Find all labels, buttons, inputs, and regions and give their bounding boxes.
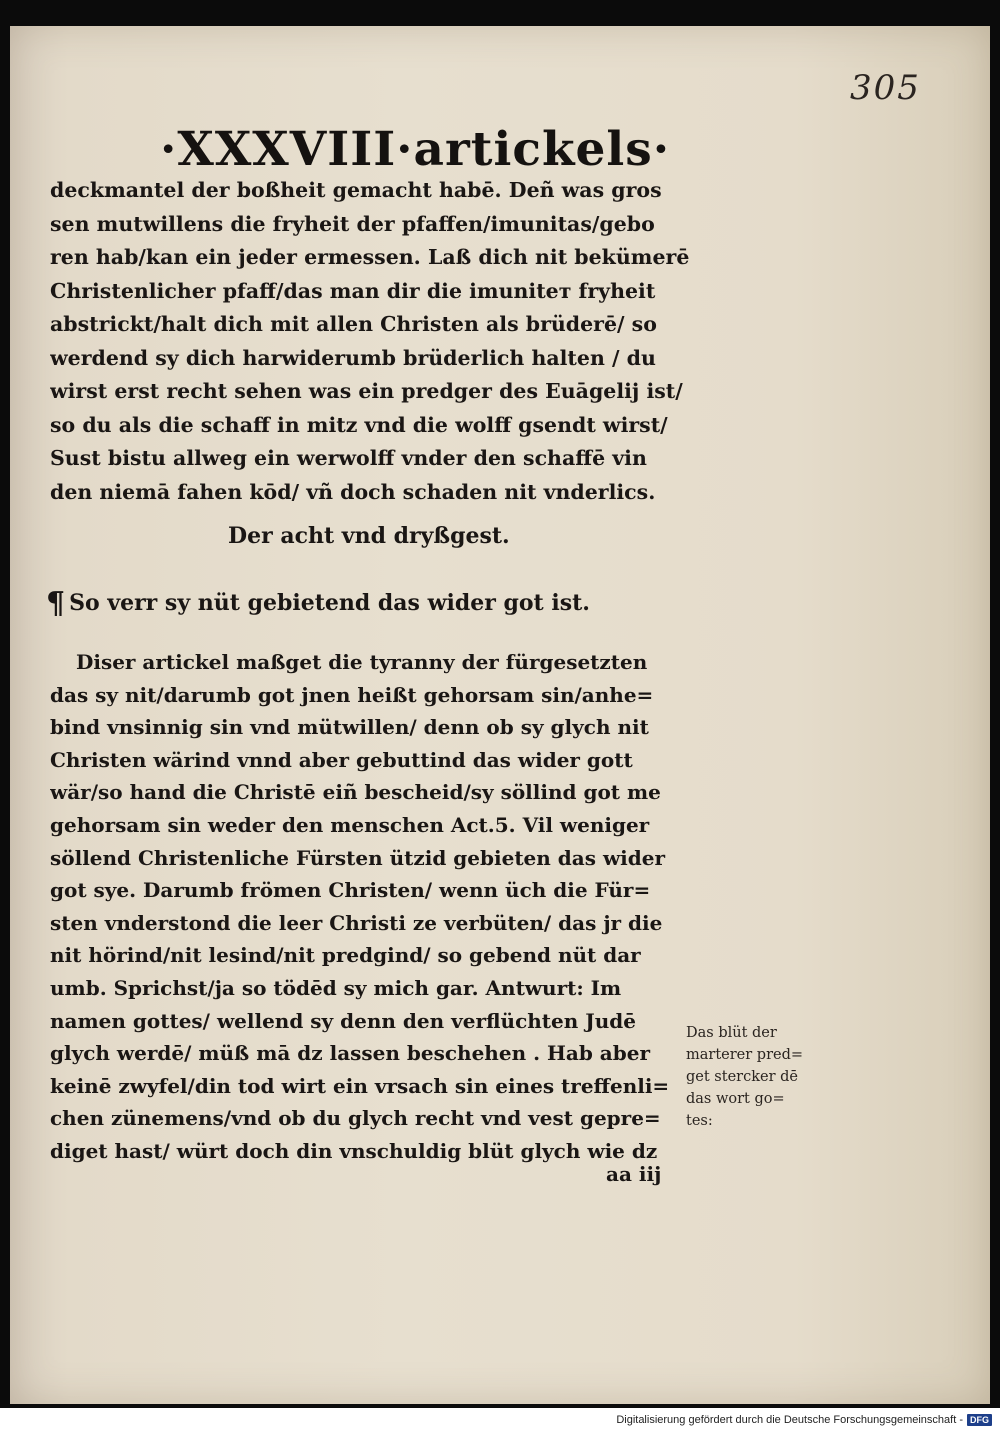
signature-mark: aa iij [606, 1162, 662, 1186]
text-line: Christenlicher pfaff/das man dir die imuniteт fryheit [50, 278, 656, 303]
dfg-logo: DFG [967, 1414, 992, 1426]
text-line: sten vnderstond die leer Christi ze verbüten/ das jr die [50, 910, 663, 935]
proposition [46, 586, 590, 621]
text-line: deckmantel der boßheit gemacht habē. Deñ was gros [50, 178, 662, 202]
folio-number: 305 [850, 68, 921, 108]
text-line: gehorsam sin weder den menschen Act.5. Vil weniger [50, 812, 650, 837]
text-line: den niemā fahen kōd/ vñ doch schaden nit vnderlics. [50, 479, 656, 504]
text-line: chen zünemens/vnd ob du glych recht vnd vest gepre= [50, 1106, 661, 1131]
text-line: bind vnsinnig sin vnd mütwillen/ denn ob sy glych nit [50, 715, 649, 740]
marginal-note-line: Das blüt der [686, 1025, 777, 1041]
text-line: keinē zwyfel/din tod wirt ein vrsach sin eines treffenli= [50, 1073, 670, 1098]
text-line: got sye. Darumb frömen Christen/ wenn üch die Für= [50, 878, 651, 903]
text-line: so du als die schaff in mitz vnd die wolff gsendt wirst/ [50, 412, 668, 437]
text-line: söllend Christenliche Fürsten ützid gebieten das wider [50, 845, 666, 870]
text-line: Christen wärind vnnd aber gebuttind das wider gott [50, 747, 633, 772]
text-line: namen gottes/ wellend sy denn den verflüchten Judē [50, 1008, 636, 1033]
text-line: nit hörind/nit lesind/nit predgind/ so gebend nüt dar [50, 943, 641, 968]
running-head: ·XXXVIII·artickels· [160, 122, 671, 177]
pilcrow-icon: ¶ [46, 586, 66, 621]
text-line: sen mutwillens die fryheit der pfaffen/imunitas/gebo [50, 211, 655, 236]
paragraph-2 [50, 646, 750, 1168]
proposition-text: So verr sy nüt gebietend das wider got ist. [69, 590, 590, 616]
marginal-note-line: get stercker dē [686, 1069, 798, 1085]
footer-credit: Digitalisierung gefördert durch die Deutsche Forschungsgemeinschaft - [616, 1414, 963, 1426]
text-line: ren hab/kan ein jeder ermessen. Laß dich nit bekümerē [50, 245, 690, 269]
text-line: Diser artickel maßget die tyranny der fürgesetzten [76, 650, 648, 674]
text-line: werdend sy dich harwiderumb brüderlich halten / du [50, 345, 656, 370]
marginal-note-line: das wort go= [686, 1091, 785, 1107]
footer [616, 1414, 992, 1426]
book-page [10, 26, 990, 1404]
text-line: wär/so hand die Christē eiñ bescheid/sy söllind got me [50, 780, 661, 805]
paragraph-1 [50, 174, 750, 509]
text-line: wirst erst recht sehen was ein predger des Euāgelij ist/ [50, 379, 683, 403]
marginal-note [686, 1022, 836, 1132]
text-line: abstrickt/halt dich mit allen Christen als brüderē/ so [50, 312, 657, 336]
text-line: glych werdē/ müß mā dz lassen beschehen . Hab aber [50, 1041, 651, 1066]
marginal-note-line: marterer pred= [686, 1047, 804, 1063]
text-line: diget hast/ würt doch din vnschuldig blüt glych wie dz [50, 1138, 658, 1163]
text-line: Sust bistu allweg ein werwolff vnder den schaffē vin [50, 446, 647, 470]
marginal-note-line: tes: [686, 1113, 713, 1129]
section-heading: Der acht vnd dryßgest. [228, 523, 510, 549]
text-line: das sy nit/darumb got jnen heißt gehorsam sin/anhe= [50, 682, 654, 707]
text-line: umb. Sprichst/ja so tödēd sy mich gar. Antwurt: Im [50, 975, 622, 1000]
